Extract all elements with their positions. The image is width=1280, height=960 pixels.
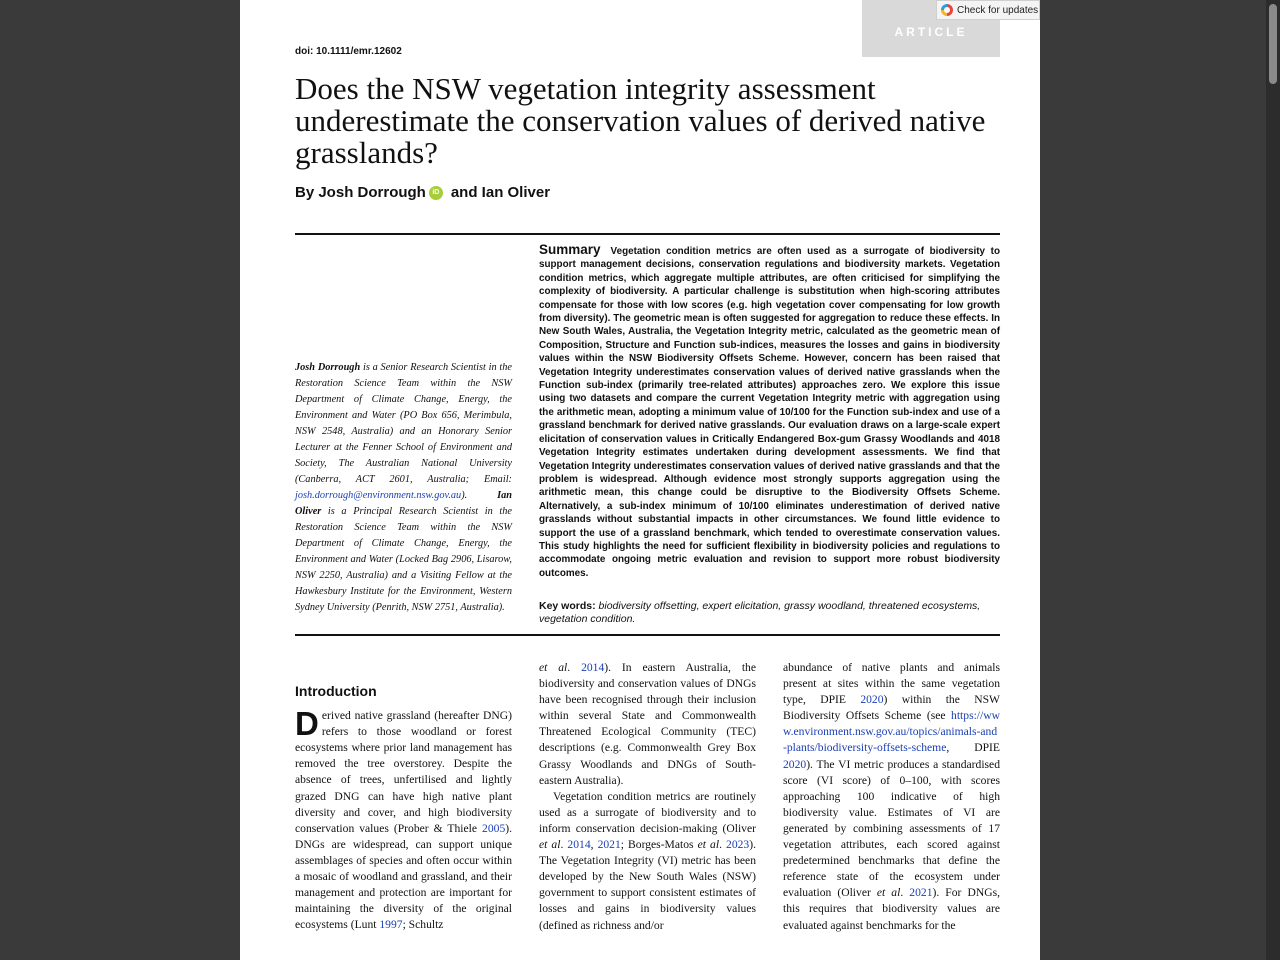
url-link[interactable]: https://www.environment.nsw.gov.au/topics/animals-and-plants/biodiversity-offsets-scheme: [783, 709, 1000, 755]
citation-link[interactable]: 2020: [783, 757, 807, 771]
bio-text-2: is a Principal Research Scientist in the Restoration Science Team within the NSW Department of Climate Change, Energy, the Environment and Water (Locked Bag 2906, Lisarow, NSW 2250, Australia) and a Visiting Fellow at the Hawkesbury Institute for the Environment, Western Sydney University (Penrith, NSW 2751, Australia).: [295, 506, 512, 613]
citation-link[interactable]: 2023: [726, 838, 750, 852]
body-text: ). The Vegetation Integrity (VI) metric has been developed by the New South Wales (NSW) government to support consistent estimates of losses and gains in biodiversity values (defined as richness and/or: [539, 838, 756, 932]
bio-author-1: Josh Dorrough: [295, 362, 361, 373]
body-text: .: [719, 838, 727, 852]
article-type-tag: ARTICLE: [862, 0, 1000, 57]
abstract-divider: [295, 634, 1000, 636]
paragraph: [539, 660, 756, 789]
bio-author-2: Ian Oliver: [295, 490, 512, 517]
body-text: Vegetation condition metrics are routinely used as a surrogate of biodiversity and to inform conservation decision-making (Oliver: [539, 789, 756, 835]
author-2: and Ian Oliver: [450, 184, 551, 201]
body-text: ,: [590, 838, 598, 852]
keywords: [539, 600, 1000, 626]
body-text: ; Schultz: [402, 918, 444, 932]
bio-close: ).: [461, 490, 498, 501]
body-text: .: [560, 838, 568, 852]
body-text: et al: [539, 838, 561, 852]
author-line: [295, 184, 550, 201]
top-divider: [295, 233, 1000, 235]
doi: doi: 10.1111/emr.12602: [295, 46, 402, 57]
drop-cap: D: [295, 705, 319, 743]
citation-link[interactable]: 2005: [482, 821, 506, 835]
citation-link[interactable]: 2014: [581, 661, 605, 674]
body-text: .: [900, 886, 910, 900]
author-1: By Josh Dorrough: [295, 184, 426, 201]
body-text: abundance of native plants and animals present at sites within the same vegetation type, DPIE: [783, 661, 1000, 707]
summary-heading: Summary: [539, 242, 601, 257]
body-text: ). DNGs are widespread, can support unique assemblages of species and often occur within a mosaic of woodland and grassland, and their management and protection are important for maintaining the diversity of the original ecosystems (Lunt: [295, 821, 512, 932]
body-text: et al: [697, 838, 720, 852]
article-page: [240, 0, 1040, 960]
body-text: et al: [876, 886, 901, 900]
vertical-scrollbar[interactable]: [1266, 0, 1280, 960]
body-text: erived native grassland (hereafter DNG) refers to those woodland or forest ecosystems where prior land management has removed the tree overstorey. Despite the absence of trees, unfertilised and lightly grazed DNG can have high native plant diversity and cover, and high biodiversity conservation values (Prober & Thiele: [295, 709, 512, 835]
body-column-2: [539, 660, 756, 934]
body-text: ). The VI metric produces a standardised score (VI score) of 0–100, with scores approaching 100 indicative of high biodiversity value. Estimates of VI are generated by combining assessments of 17 vegetation attributes, each scored against predetermined benchmarks that define the reference state of the ecosystem under evaluation (Oliver: [783, 757, 1000, 900]
body-text: ). For DNGs, this requires that biodiversity values are evaluated against benchmarks for the: [783, 886, 1000, 932]
body-text: .: [567, 661, 582, 674]
summary-text: Vegetation condition metrics are often used as a surrogate of biodiversity to support management decisions, conservation regulations and biodiversity markets. Vegetation condition metrics, which aggregate multiple attributes, are often criticised for simplifying the complexity of biodiversity. A particular challenge is substitution when high-scoring attributes compensate for those with low scores (e.g. high vegetation cover compensating for low growth from diversity). The geometric mean is often suggested for aggregation to reduce these effects. In New South Wales, Australia, the Vegetation Integrity metric, calculated as the geometric mean of Composition, Structure and Function sub-indices, measures the losses and gains in biodiversity values within the NSW Biodiversity Offsets Scheme. However, concern has been raised that Vegetation Integrity underestimates conservation values of derived native grasslands when the Function sub-index (primarily tree-related attributes) approaches zero. We explore this issue using two datasets and compare the current Vegetation Integrity metric with aggregation using the arithmetic mean, adopting a minimum value of 10/100 for the Function sub-index and use of a grassland benchmark for derived native grasslands. Our evaluation draws on a large-scale expert elicitation of conservation values in Critically Endangered Box-gum Grassy Woodlands and 4018 Vegetation Integrity estimates undertaken during development assessments. We find that Vegetation Integrity underestimates conservation values of derived native grasslands and that the problem is widespread. Although evidence most strongly supports aggregation using the arithmetic mean, this change could be disruptive to the Biodiversity Offsets Scheme. Alternatively, a sub-index minimum of 10/100 eliminates underestimation of derived native grasslands without substantial impacts in other circumstances. We found little evidence to support the use of a grassland benchmark, which tended to overestimate conservation values. This study highlights the need for sufficient flexibility in biodiversity policies and regulations to accommodate ongoing metric evaluation and revision to support more robust biodiversity outcomes.: [539, 246, 1000, 579]
body-text: ). In eastern Australia, the biodiversity and conservation values of DNGs have been recognised through their inclusion within several State and Commonwealth Threatened Ecological Community (TEC) descriptions (e.g. Commonwealth Grey Box Grassy Woodlands and DNGs of South-eastern Australia).: [539, 661, 756, 787]
citation-link[interactable]: 1997: [379, 918, 403, 932]
article-title: Does the NSW vegetation integrity assessment underestimate the conservation values of derived native grasslands?: [295, 71, 986, 170]
orcid-icon[interactable]: iD: [429, 186, 443, 200]
body-text: et al: [539, 661, 568, 674]
citation-link[interactable]: 2014: [567, 838, 591, 852]
summary: [539, 243, 1000, 580]
keywords-value: biodiversity offsetting, expert elicitation, grassy woodland, threatened ecosystems, vegetation condition.: [539, 600, 981, 625]
author-bio: [295, 360, 512, 616]
check-updates-label: Check for updates: [957, 4, 1039, 16]
check-updates-button[interactable]: [936, 0, 1040, 20]
section-heading-introduction: Introduction: [295, 683, 377, 699]
keywords-label: Key words:: [539, 600, 596, 612]
scrollbar-thumb[interactable]: [1269, 4, 1277, 84]
bio-text-1: is a Senior Research Scientist in the Restoration Science Team within the NSW Department of Climate Change, Energy, the Environment and Water (PO Box 656, Merimbula, NSW 2548, Australia) and an Honorary Senior Lecturer at the Fenner School of Environment and Society, The Australian National University (Canberra, ACT 2601, Australia; Email:: [295, 362, 512, 485]
citation-link[interactable]: 2020: [860, 693, 884, 707]
body-text: , DPIE: [946, 741, 1000, 755]
citation-link[interactable]: 2021: [597, 838, 621, 852]
paragraph: [783, 660, 1000, 934]
body-text: ; Borges-Matos: [620, 838, 698, 852]
body-column-3: [783, 660, 1000, 934]
crossmark-icon: [941, 4, 953, 16]
body-text: ) within the NSW Biodiversity Offsets Scheme (see: [783, 693, 1000, 723]
author-email-link[interactable]: josh.dorrough@environment.nsw.gov.au: [295, 490, 462, 501]
body-column-1: [295, 660, 512, 933]
paragraph: [539, 789, 756, 934]
intro-paragraph: [295, 705, 512, 933]
citation-link[interactable]: 2021: [909, 886, 933, 900]
